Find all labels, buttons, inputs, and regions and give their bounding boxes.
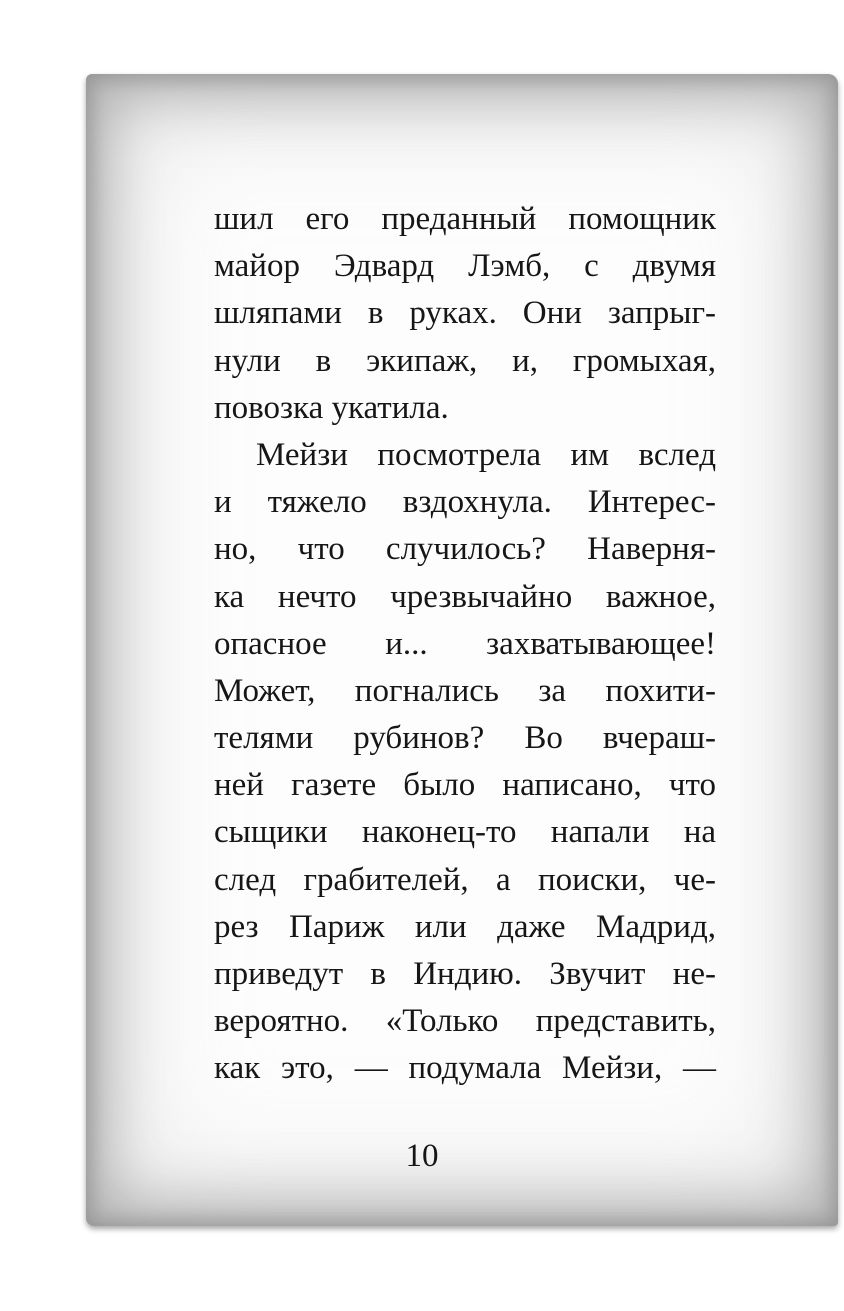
text-line: сыщики наконец-то напали на (214, 814, 716, 851)
text-line: шляпами в руках. Они запрыг- (214, 295, 716, 332)
text-line: след грабителей, а поиски, че- (214, 861, 716, 898)
text-line: Мейзи посмотрела им вслед (256, 436, 716, 473)
text-line: Может, погнались за похити- (214, 672, 716, 709)
text-line: опасное и... захватывающее! (214, 625, 716, 662)
text-line: приведут в Индию. Звучит не- (214, 956, 716, 992)
text-line: нули в экипаж, и, громыхая, (214, 342, 716, 379)
text-line: повозка укатила. (214, 389, 449, 426)
text-line: как это, — подумала Мейзи, — (214, 1050, 716, 1087)
text-line: и тяжело вздохнула. Интерес- (214, 484, 716, 521)
text-line: ка нечто чрезвычайно важное, (214, 578, 716, 615)
text-line: ней газете было написано, что (214, 767, 716, 804)
book-page (86, 74, 838, 1226)
page-number: 10 (405, 1138, 439, 1174)
text-line: вероятно. «Только представить, (214, 1003, 716, 1040)
text-line: шил его преданный помощник (214, 201, 716, 237)
text-line: телями рубинов? Во вчераш- (214, 720, 716, 757)
text-line: но, что случилось? Наверня- (214, 531, 716, 568)
text-line: майор Эдвард Лэмб, с двумя (214, 248, 716, 285)
text-line: рез Париж или даже Мадрид, (214, 908, 716, 945)
body-text (214, 196, 716, 1093)
